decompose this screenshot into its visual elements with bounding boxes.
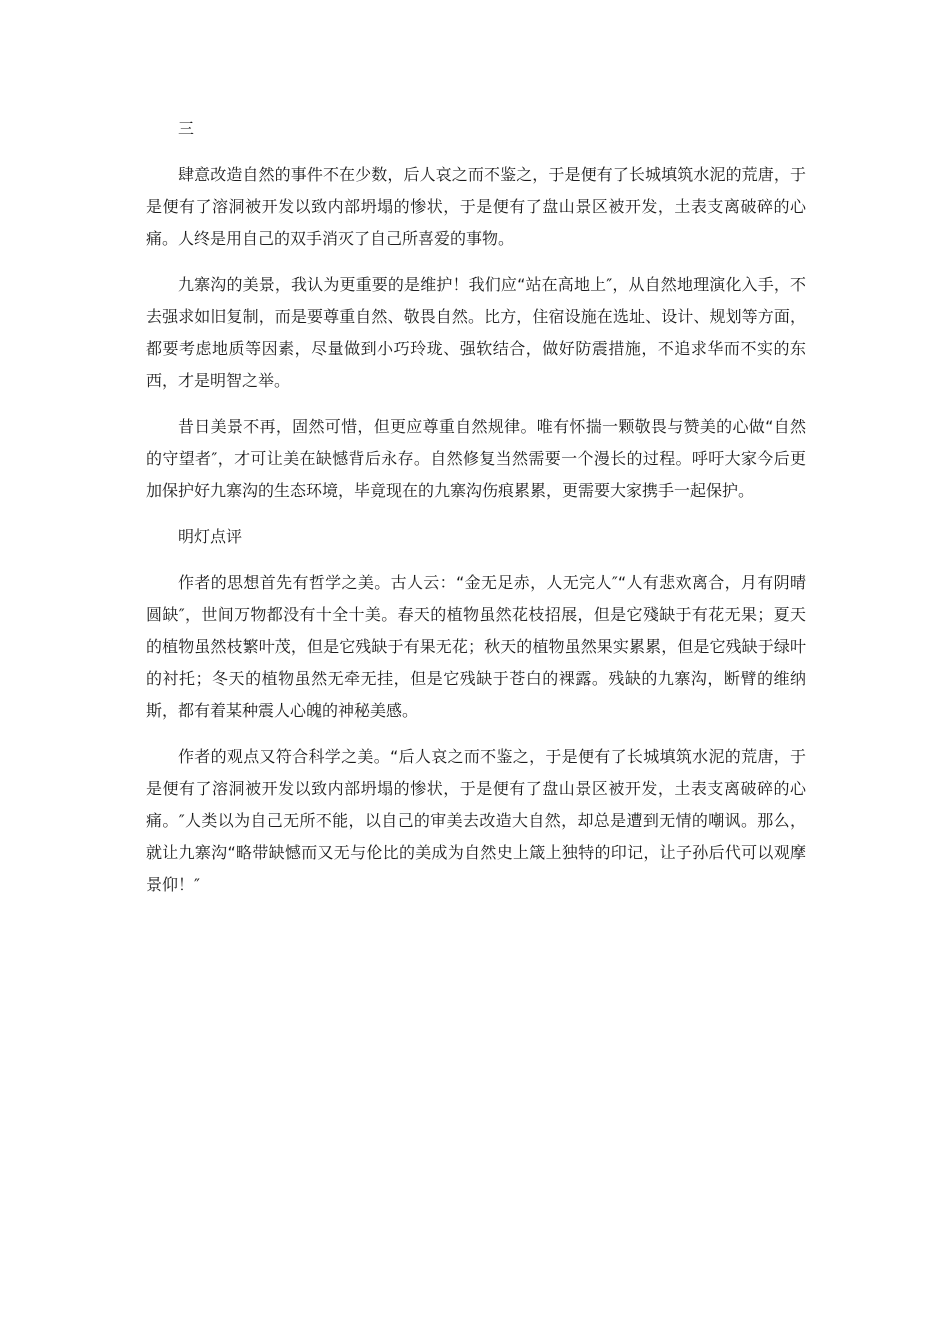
paragraph-1: 肆意改造自然的事件不在少数，后人哀之而不鉴之，于是便有了长城填筑水泥的荒唐，于是便有了溶洞被开发以致内部坍塌的惨状，于是便有了盘山景区被开发，土表支离破碎的心痛。人终是用自己的双手消灭了自己所喜爱的事物。	[146, 165, 806, 248]
section-number: 三	[178, 119, 195, 138]
paragraph-2: 九寨沟的美景，我认为更重要的是维护！我们应“站在高地上″，从自然地理演化入手，不去强求如旧复制，而是要尊重自然、敬畏自然。比方，住宿设施在选址、设计、规划等方面，都要考虑地质等因素，尽量做到小巧玲珑、强软结合，做好防震措施，不追求华而不实的东西，才是明智之举。	[146, 275, 806, 390]
comment-paragraph-1: 作者的思想首先有哲学之美。古人云：“金无足赤，人无完人″“人有悲欢离合，月有阴晴圆缺″，世间万物都没有十全十美。春天的植物虽然花枝招展，但是它殘缺于有花无果；夏天的植物虽然枝繁叶茂，但是它残缺于有果无花；秋天的植物虽然果实累累，但是它残缺于绿叶的衬托；冬天的植物虽然无牵无挂，但是它残缺于苍白的裸露。残缺的九寨沟，断臂的维纳斯，都有着某种震人心魄的神秘美感。	[146, 573, 806, 720]
paragraph-3: 昔日美景不再，固然可惜，但更应尊重自然规律。唯有怀揣一颗敬畏与赞美的心做“自然的守望者″，才可让美在缺憾背后永存。自然修复当然需要一个漫长的过程。呼吁大家今后更加保护好九寨沟的生态环境，毕竟现在的九寨沟伤痕累累，更需要大家携手一起保护。	[146, 417, 806, 500]
article-body	[146, 113, 806, 915]
comment-paragraph-2: 作者的观点又符合科学之美。“后人哀之而不鉴之，于是便有了长城填筑水泥的荒唐，于是便有了溶洞被开发以致内部坍塌的惨状，于是便有了盘山景区被开发，土表支离破碎的心痛。″人类以为自己无所不能，以自己的审美去改造大自然，却总是遭到无情的嘲讽。那么，就让九寨沟“略带缺憾而又无与伦比的美成为自然史上箴上独特的印记，让子孙后代可以观摩景仰！″	[146, 747, 806, 894]
comment-heading: 明灯点评	[178, 527, 243, 546]
